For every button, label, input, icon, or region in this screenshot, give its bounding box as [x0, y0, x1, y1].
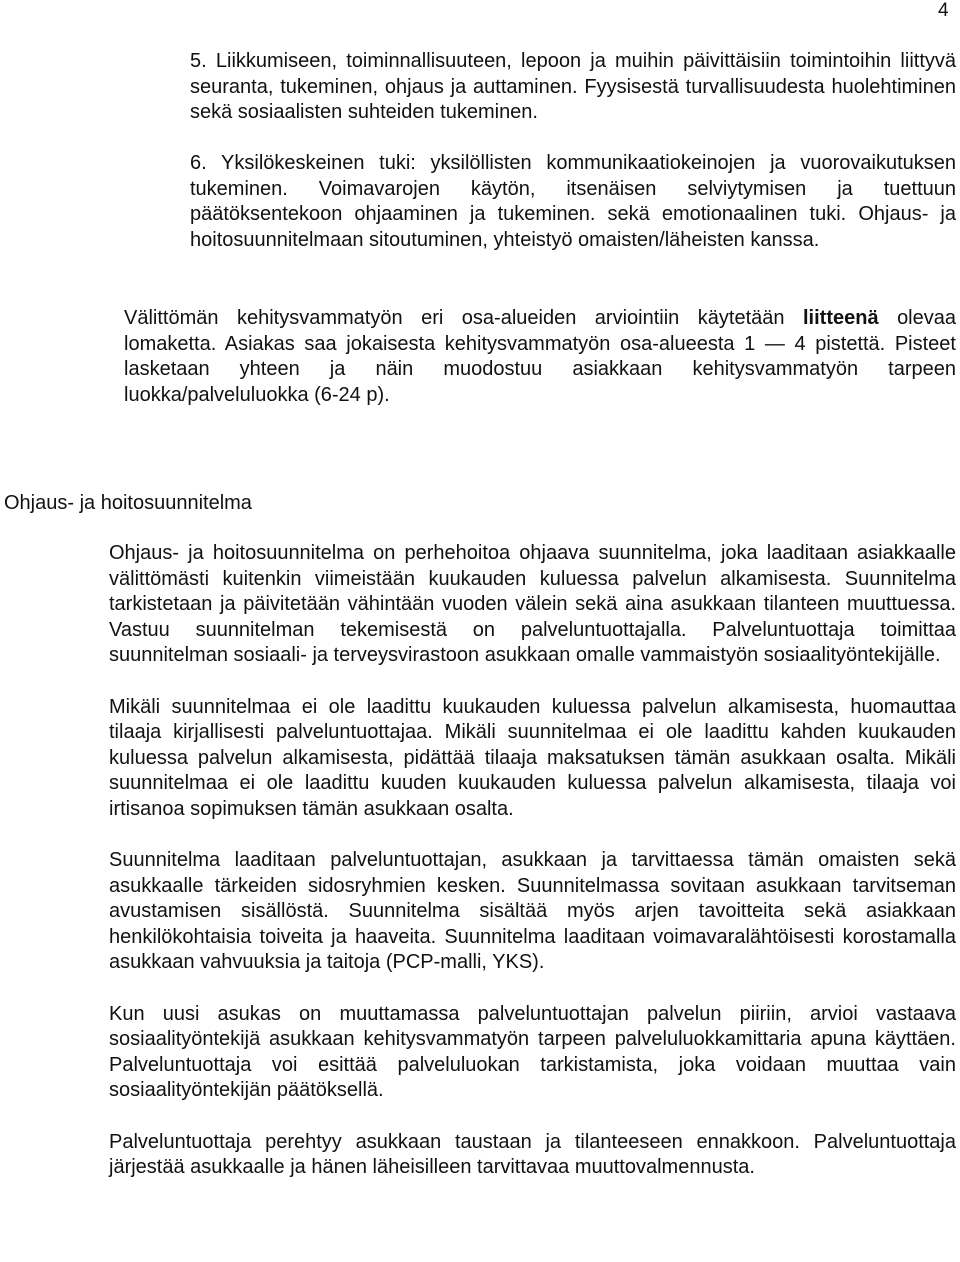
list-item-number: 5. [190, 50, 207, 72]
list-item-text: Yksilökeskeinen tuki: yksilöllisten kommunikaatiokeinojen ja vuorovaikutuksen tukeminen. Voimavarojen käytön, itsenäisen selviytymisen ja tuettuun päätöksentekoon ohjaaminen ja tukeminen. sekä emotionaalinen tuki. Ohjaus- ja hoitosuunnitelmaan sitoutuminen, yhteistyö omaisten/läheisten kanssa. [190, 152, 956, 251]
intro-text-end: olevaa lomaketta. Asiakas saa jokaisesta kehitysvammatyön osa-alueesta 1 — 4 pistettä. Pisteet lasketaan yhteen ja näin muodostuu asiakkaan kehitysvammatyön tarpeen luokka/palveluluokka (6-24 p). [124, 307, 956, 406]
body-paragraph: Palveluntuottaja perehtyy asukkaan taustaan ja tilanteeseen ennakkoon. Palveluntuottaja järjestää asukkaalle ja hänen läheisilleen tarvittavaa muuttovalmennusta. [109, 1130, 956, 1178]
body-paragraph: Ohjaus- ja hoitosuunnitelma on perhehoitoa ohjaava suunnitelma, joka laaditaan asiakkaalle välittömästi kuitenkin viimeistään kuukauden kuluessa palvelun alkamisesta. Suunnitelma tarkistetaan ja päivitetään vähintään vuoden välein sekä aina asukkaan tilanteen muuttuessa. Vastuu suunnitelman tekemisestä on palveluntuottajalla. Palveluntuottaja toimittaa suunnitelman sosiaali- ja terveysvirastoon asukkaan omalle vammaistyön sosiaalityöntekijälle. [109, 542, 956, 666]
list-item-text: Liikkumiseen, toiminnallisuuteen, lepoon ja muihin päivittäisiin toimintoihin liittyvä seuranta, tukeminen, ohjaus ja auttaminen. Fyysisestä turvallisuudesta huolehtiminen sekä sosiaalisten suhteiden tukeminen. [190, 50, 956, 123]
intro-text-start: Välittömän kehitysvammatyön eri osa-alueiden arviointiin käytetään [124, 307, 803, 329]
section-body [109, 541, 956, 1207]
body-paragraph: Mikäli suunnitelmaa ei ole laadittu kuukauden kuluessa palvelun alkamisesta, huomauttaa tilaaja kirjallisesti palveluntuottajaa. Mikäli suunnitelmaa ei ole laadittu kahden kuukauden kuluessa palvelun alkamisesta, pidättää tilaaja maksatuksen tämän asukkaan osalta. Mikäli suunnitelmaa ei ole laadittu kuuden kuukauden kuluessa palvelun alkamisesta, tilaaja voi irtisanoa sopimuksen tämän asukkaan osalta. [109, 695, 956, 820]
list-item-number: 6. [190, 152, 207, 174]
list-item-6 [190, 151, 956, 253]
page-number: 4 [938, 0, 949, 21]
section-heading: Ohjaus- ja hoitosuunnitelma [4, 492, 252, 514]
body-paragraph: Kun uusi asukas on muuttamassa palveluntuottajan palvelun piiriin, arvioi vastaava sosiaalityöntekijä asukkaan kehitysvammatyön tarpeen palveluluokkamittaria apuna käyttäen. Palveluntuottaja voi esittää palveluluokan tarkistamista, joka voidaan muuttaa vain sosiaalityöntekijän päätöksellä. [109, 1002, 956, 1101]
intro-bold-term: liitteenä [803, 307, 879, 329]
list-item-5 [190, 49, 956, 126]
body-paragraph: Suunnitelma laaditaan palveluntuottajan, asukkaan ja tarvittaessa tämän omaisten sekä asukkaalle tärkeiden sidosryhmien kesken. Suunnitelmassa sovitaan asukkaan tarvitseman avustamisen sisällöstä. Suunnitelma sisältää myös arjen tavoitteita sekä asiakkaan henkilökohtaisia toiveita ja haaveita. Suunnitelma laaditaan voimavaralähtöisesti korostamalla asukkaan vahvuuksia ja taitoja (PCP-malli, YKS). [109, 849, 956, 973]
intro-paragraph [124, 306, 956, 408]
